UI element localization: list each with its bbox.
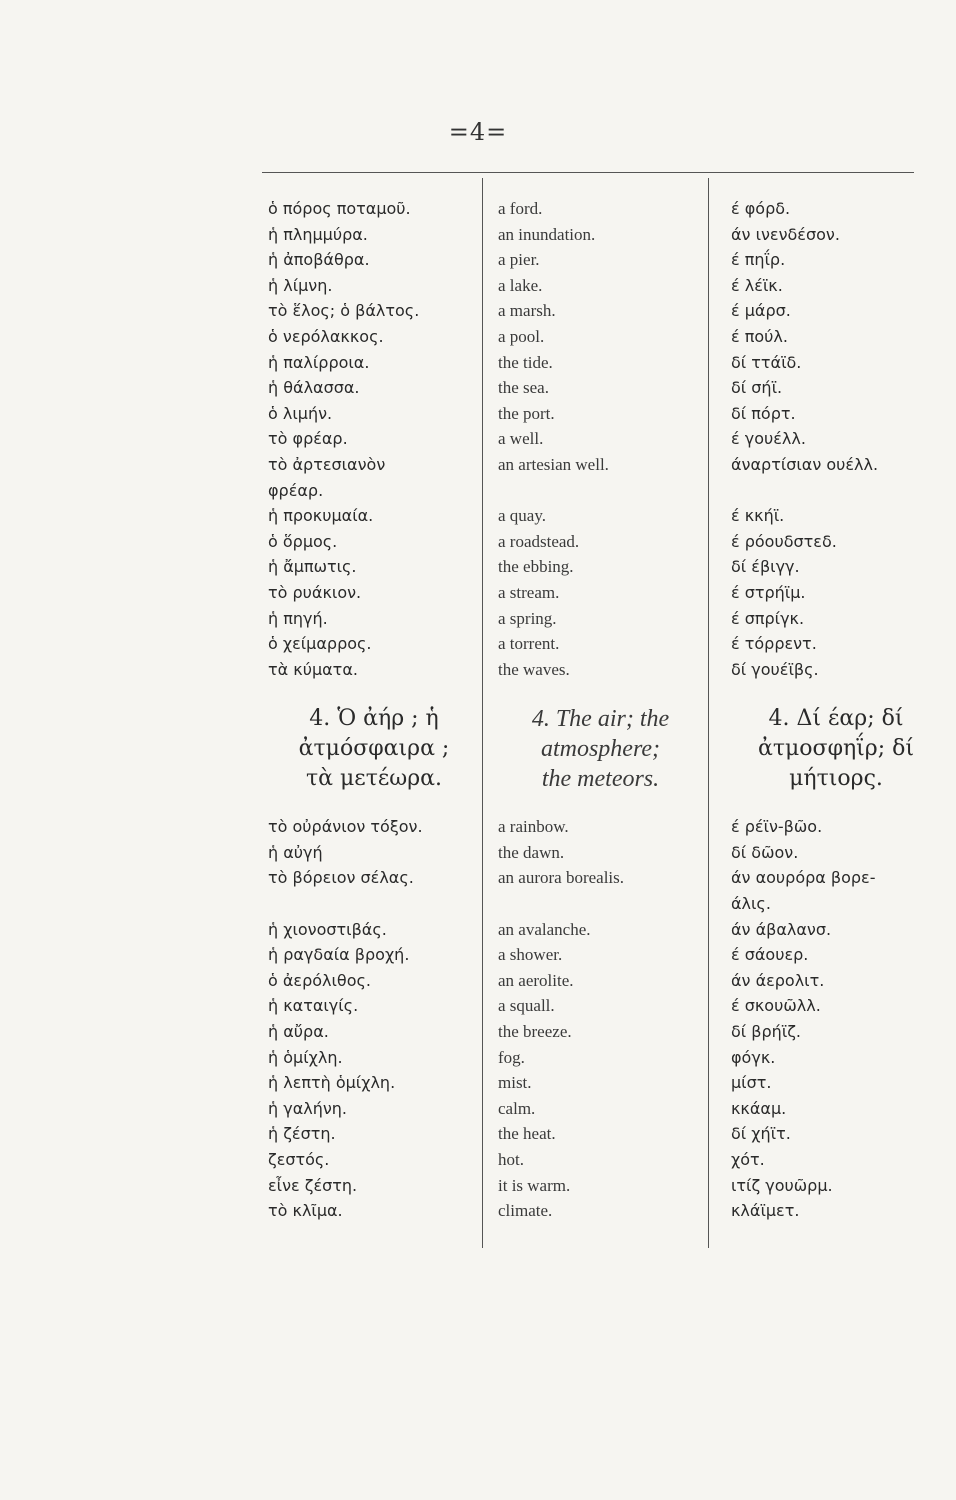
pronunciation-entry: άν αουρόρα βορε- [731, 868, 876, 888]
pronunciation-entry: δί σήϊ. [731, 378, 783, 398]
heading-line: the meteors. [541, 766, 660, 793]
greek-section-heading [268, 702, 480, 814]
pronunciation-entry: ιτίζ γουῶρμ. [731, 1175, 833, 1195]
english-entry: climate. [498, 1201, 553, 1221]
pronunciation-entry: έ σπρίγκ. [731, 608, 805, 628]
column-divider-1 [482, 178, 483, 1248]
greek-entry: ζεστός. [268, 1150, 330, 1169]
greek-entry: ἡ ἀποβάθρα. [268, 250, 370, 270]
english-entry: an aurora borealis. [498, 868, 625, 888]
greek-entry: ὁ πόρος ποταμοῦ. [268, 199, 411, 218]
greek-entry: ἡ ἄμπωτις. [268, 557, 357, 577]
header-rule [262, 172, 914, 173]
pronunciation-column [731, 196, 941, 1224]
greek-entry: ἡ παλίρροια. [268, 352, 370, 372]
english-entry: the heat. [498, 1124, 556, 1144]
pronunciation-entry: άν άερολιτ. [731, 970, 825, 990]
heading-line: 4. The air; the [531, 706, 670, 733]
greek-entry: εἶνε ζέστη. [268, 1175, 358, 1195]
english-entry: calm. [498, 1098, 536, 1118]
pronunciation-entry: έ λέϊκ. [731, 275, 783, 295]
greek-entry: ἡ χιονοστιβάς. [268, 919, 387, 939]
pronunciation-entry: κλάϊμετ. [731, 1201, 800, 1221]
pronunciation-entry: δί βρήϊζ. [731, 1022, 801, 1042]
greek-entry: ἡ προκυμαία. [268, 506, 374, 526]
heading-line: 4. Ὁ ἀήρ ; ἡ [309, 706, 439, 732]
english-entry: a stream. [498, 582, 560, 602]
pronunciation-entry: έ γουέλλ. [731, 429, 806, 449]
greek-entry: ἡ πλημμύρα. [268, 224, 368, 244]
english-entry: mist. [498, 1073, 532, 1093]
pronunciation-entry: άν ινενδέσον. [731, 224, 840, 244]
greek-column [268, 196, 480, 1224]
pronunciation-entry: έ τόρρεντ. [731, 634, 817, 654]
pronunciation-entry: κκάαμ. [731, 1098, 787, 1118]
greek-entry: ὁ χείμαρρος. [268, 634, 372, 654]
pronunciation-entry: έ ρόουδστεδ. [731, 531, 837, 551]
pronunciation-entry: φόγκ. [731, 1047, 776, 1067]
english-entry: the dawn. [498, 842, 565, 862]
greek-entry: ἡ γαλήνη. [268, 1098, 348, 1118]
pronunciation-entry: δί πόρτ. [731, 403, 796, 423]
heading-line: τὰ μετέωρα. [305, 766, 442, 792]
english-entry: the port. [498, 403, 555, 423]
english-entry: a torrent. [498, 634, 560, 654]
english-entry: an inundation. [498, 224, 596, 244]
greek-entry: ἡ αὔρα. [268, 1022, 329, 1042]
greek-entry: τὸ ἕλος; ὁ βάλτος. [268, 301, 420, 321]
greek-entry: τὸ ἀρτεσιανὸν [268, 454, 386, 474]
english-entry: the breeze. [498, 1022, 572, 1042]
pronunciation-section-heading [731, 702, 941, 814]
greek-entry: ὁ ὅρμος. [268, 531, 338, 551]
greek-entry: ἡ ζέστη. [268, 1124, 336, 1144]
english-entry: it is warm. [498, 1175, 571, 1195]
pronunciation-entry: άναρτίσιαν ουέλλ. [731, 454, 879, 474]
english-entry: a roadstead. [498, 531, 580, 551]
pronunciation-entry: δί χήϊτ. [731, 1124, 791, 1144]
greek-entry: ὁ λιμήν. [268, 403, 333, 423]
english-section-heading [498, 702, 703, 814]
english-entry: a ford. [498, 199, 543, 218]
english-entry: a well. [498, 429, 544, 449]
english-entry: a marsh. [498, 301, 556, 321]
greek-entry: τὸ φρέαρ. [268, 429, 348, 449]
pronunciation-entry: έ σάουερ. [731, 945, 809, 965]
pronunciation-entry: έ σκουῶλλ. [731, 996, 821, 1016]
pronunciation-entry [731, 478, 941, 504]
english-entry: the ebbing. [498, 557, 574, 577]
pronunciation-entry: δί γουέϊβς. [731, 659, 819, 679]
heading-line: ἀτμόσφαιρα ; [298, 736, 450, 762]
pronunciation-entry: έ κκήϊ. [731, 506, 785, 526]
greek-entry: ἡ καταιγίς. [268, 996, 359, 1016]
english-entry: a pier. [498, 250, 540, 270]
greek-entry: τὸ ρυάκιον. [268, 582, 362, 602]
heading-line: 4. Δί έαρ; δί [768, 706, 904, 732]
english-entry: the sea. [498, 378, 549, 398]
pronunciation-entry: χότ. [731, 1150, 765, 1169]
english-entry: an aerolite. [498, 970, 574, 990]
heading-line: μήτιορς. [789, 766, 883, 792]
greek-entry: ἡ θάλασσα. [268, 378, 360, 398]
page-number: =4= [448, 118, 508, 146]
pronunciation-entry: έ μάρσ. [731, 301, 791, 321]
english-entry: a pool. [498, 326, 545, 346]
english-entry: the tide. [498, 352, 553, 372]
heading-line: atmosphere; [540, 736, 661, 763]
column-divider-2 [708, 178, 709, 1248]
pronunciation-entry: έ πούλ. [731, 326, 788, 346]
english-entry: the waves. [498, 659, 570, 679]
english-entry: an artesian well. [498, 454, 609, 474]
greek-entry: τὸ κλῖμα. [268, 1201, 343, 1221]
english-entry: a squall. [498, 996, 555, 1016]
greek-entry: ἡ αὐγή [268, 842, 323, 862]
greek-entry: ἡ λίμνη. [268, 275, 333, 295]
pronunciation-entry: έ φόρδ. [731, 199, 791, 218]
english-entry: a shower. [498, 945, 563, 965]
pronunciation-entry: δί δῶον. [731, 842, 799, 862]
greek-entry: ἡ λεπτὴ ὁμίχλη. [268, 1073, 396, 1093]
pronunciation-entry: άλις. [731, 894, 771, 914]
pronunciation-entry: δί έβιγγ. [731, 557, 800, 577]
pronunciation-entry: μίστ. [731, 1073, 772, 1093]
english-column [498, 196, 703, 1224]
greek-entry: ὁ νερόλακκος. [268, 326, 384, 346]
greek-entry: ἡ ὁμίχλη. [268, 1047, 343, 1067]
english-entry: hot. [498, 1150, 524, 1169]
english-entry: fog. [498, 1047, 525, 1067]
english-entry: an avalanche. [498, 919, 591, 939]
greek-entry: ἡ πηγή. [268, 608, 328, 628]
pronunciation-entry: έ πηΐρ. [731, 250, 786, 270]
heading-line: ἀτμοσφηΐρ; δί [757, 736, 914, 762]
pronunciation-entry: έ στρήϊμ. [731, 582, 806, 602]
english-entry: a spring. [498, 608, 557, 628]
greek-entry: φρέαρ. [268, 480, 324, 500]
greek-entry: τὸ οὐράνιον τόξον. [268, 817, 423, 837]
greek-entry: ἡ ραγδαία βροχή. [268, 945, 410, 965]
english-entry: a rainbow. [498, 817, 569, 837]
greek-entry: ὁ ἀερόλιθος. [268, 970, 371, 990]
pronunciation-entry: άν άβαλανσ. [731, 919, 832, 939]
english-entry: a lake. [498, 275, 543, 295]
pronunciation-entry: έ ρέϊν-βῶο. [731, 817, 823, 837]
greek-entry: τὰ κύματα. [268, 659, 358, 679]
english-entry: a quay. [498, 506, 546, 526]
english-entry [498, 478, 703, 504]
pronunciation-entry: δί ττάϊδ. [731, 352, 802, 372]
greek-entry: τὸ βόρειον σέλας. [268, 868, 414, 888]
